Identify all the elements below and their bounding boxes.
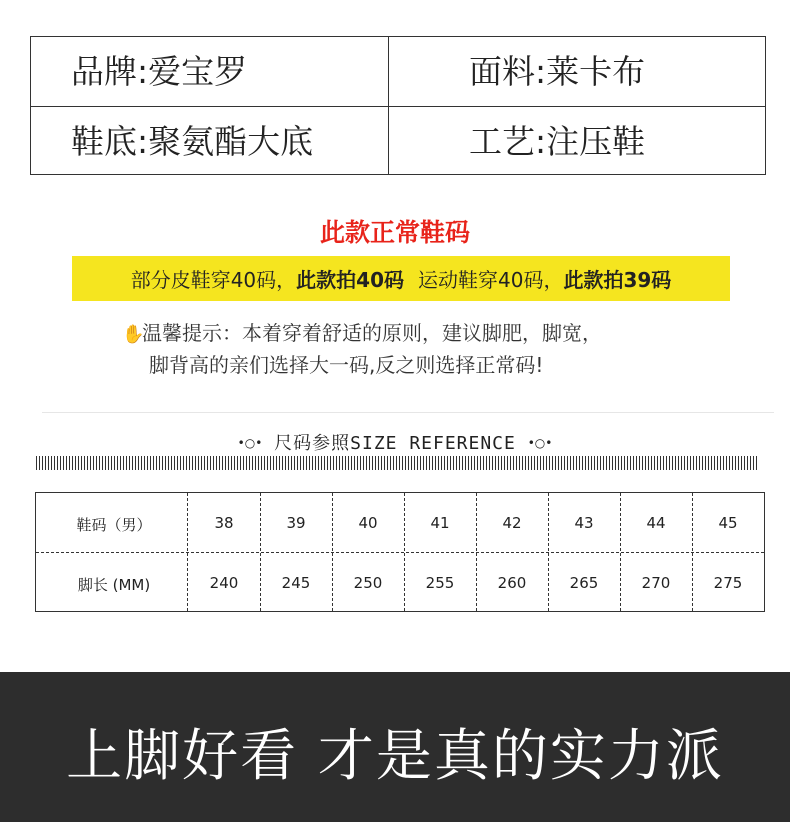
length-cell: 270 <box>641 574 671 592</box>
row-label-shoe-size: 鞋码（男） <box>76 516 152 534</box>
info-table-divider-horizontal <box>31 106 765 107</box>
size-table-col-divider <box>332 493 333 611</box>
tip-line-2: 脚背高的亲们选择大一码,反之则选择正常码! <box>149 353 544 377</box>
size-cell: 39 <box>286 514 306 532</box>
size-table-col-divider <box>187 493 188 611</box>
heading-dots-left: •○• <box>237 436 263 450</box>
advice-leather-shoes: 部分皮鞋穿40码， <box>130 268 297 292</box>
size-reference-heading <box>0 429 790 455</box>
product-info-table <box>30 36 766 175</box>
size-cell: 44 <box>646 514 666 532</box>
length-cell: 240 <box>209 574 239 592</box>
size-cell: 40 <box>358 514 378 532</box>
size-cell: 38 <box>214 514 234 532</box>
section-divider <box>42 412 774 413</box>
sole-text: 鞋底:聚氨酯大底 <box>71 122 314 161</box>
material-text: 面料:莱卡布 <box>469 52 646 91</box>
size-advice-bar <box>72 256 730 301</box>
size-table-col-divider <box>620 493 621 611</box>
slogan-text: 上脚好看 才是真的实力派 <box>66 724 724 789</box>
length-cell: 275 <box>713 574 743 592</box>
brand-text: 品牌:爱宝罗 <box>71 52 248 91</box>
craft-text: 工艺:注压鞋 <box>469 122 646 161</box>
size-cell: 42 <box>502 514 522 532</box>
length-cell: 255 <box>425 574 455 592</box>
heading-dots-right: •○• <box>527 436 553 450</box>
size-table <box>35 492 765 612</box>
notice-title: 此款正常鞋码 <box>319 218 470 247</box>
size-table-col-divider <box>692 493 693 611</box>
size-cell: 45 <box>718 514 738 532</box>
length-cell: 260 <box>497 574 527 592</box>
size-cell: 43 <box>574 514 594 532</box>
size-table-col-divider <box>404 493 405 611</box>
size-table-col-divider <box>260 493 261 611</box>
advice-this-40: 此款拍40码 <box>296 268 404 292</box>
tip-line-1: ✋温馨提示：本着穿着舒适的原则，建议脚肥，脚宽， <box>122 318 602 350</box>
advice-sport-shoes: 运动鞋穿40码， <box>418 268 564 292</box>
advice-this-39: 此款拍39码 <box>563 268 672 292</box>
length-cell: 245 <box>281 574 311 592</box>
size-table-col-divider <box>548 493 549 611</box>
size-reference-title: 尺码参照SIZE REFERENCE <box>274 433 516 454</box>
size-cell: 41 <box>430 514 450 532</box>
size-table-row-divider <box>36 552 764 553</box>
length-cell: 265 <box>569 574 599 592</box>
hand-pointer-icon: ✋ <box>122 324 145 345</box>
ruler-decoration <box>36 456 758 470</box>
size-table-col-divider <box>476 493 477 611</box>
row-label-foot-length: 脚长 (MM) <box>77 576 151 594</box>
warm-tip <box>122 318 602 380</box>
length-cell: 250 <box>353 574 383 592</box>
